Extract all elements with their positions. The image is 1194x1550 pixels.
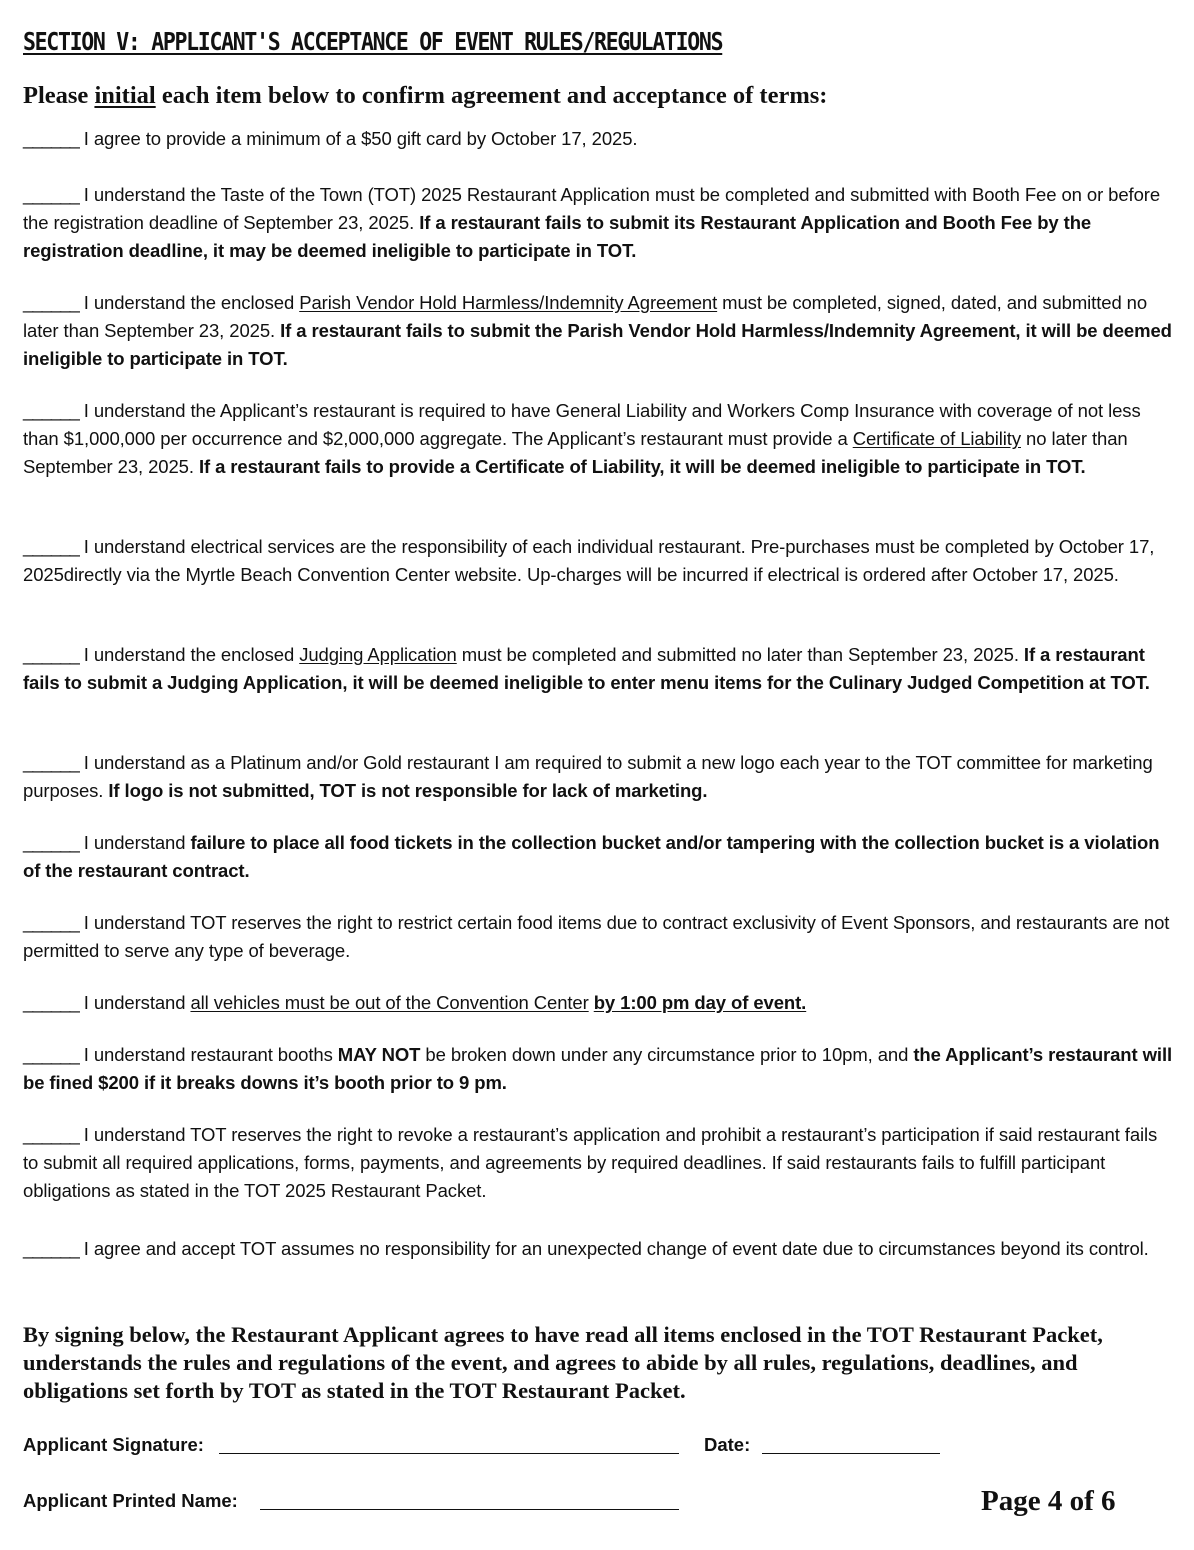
initial-blank[interactable]: ______: [23, 400, 79, 421]
item-bold-text: If a restaurant fails to provide a Certificate of Liability, it will be deemed ineligible to participate in TOT.: [198, 456, 1086, 477]
agreement-item-8: [23, 829, 1175, 885]
printed-name-label: Applicant Printed Name:: [23, 1490, 238, 1511]
initial-blank[interactable]: ______: [23, 536, 79, 557]
initial-blank[interactable]: ______: [23, 752, 79, 773]
item-text: I agree and accept TOT assumes no responsibility for an unexpected change of event date due to circumstances beyond its control.: [78, 1238, 1149, 1259]
initial-blank[interactable]: ______: [23, 912, 79, 933]
item-bold-text: If a restaurant fails to submit the Parish Vendor Hold Harmless/Indemnity Agreement, it will be deemed ineligible to participate in TOT.: [23, 320, 1172, 369]
agreement-item-9: [23, 909, 1175, 965]
instruction-text-underlined: initial: [94, 82, 156, 109]
page-number: Page 4 of 6: [981, 1485, 1116, 1517]
item-text: I understand the Applicant’s restaurant is required to have General Liability and Workers Comp Insurance with coverage of not less than $1,000,000 per occurrence and $2,000,000 aggregate. The Applicant’s restaurant must provide a: [23, 400, 1141, 449]
item-bold-text: failure to place all food tickets in the collection bucket and/or tampering with the collection bucket is a violation of the restaurant contract.: [23, 832, 1160, 881]
closing-statement: By signing below, the Restaurant Applicant agrees to have read all items enclosed in the TOT Restaurant Packet, understands the rules and regulations of the event, and agrees to abide by all rules, regulations, deadlines, and obligations set forth by TOT as stated in the TOT Restaurant Packet.: [23, 1322, 1103, 1403]
agreement-item-4: [23, 397, 1175, 481]
item-bold-text: If a restaurant fails to submit a Judging Application, it will be deemed ineligible to enter menu items for the Culinary Judged Competition at TOT.: [23, 644, 1150, 693]
initial-blank[interactable]: ______: [23, 992, 79, 1013]
item-bold-text: If a restaurant fails to submit its Restaurant Application and Booth Fee by the registration deadline, it may be deemed ineligible to participate in TOT.: [23, 212, 1092, 261]
item-bold-text: the Applicant’s restaurant will be fined $200 if it breaks downs it’s booth prior to 9 pm.: [23, 1044, 1173, 1093]
initial-blank[interactable]: ______: [23, 1044, 79, 1065]
item-text: I understand: [78, 832, 191, 853]
item-bold-text: MAY NOT: [337, 1044, 421, 1065]
date-line[interactable]: [762, 1453, 940, 1454]
initial-blank[interactable]: ______: [23, 644, 79, 665]
instruction-text-before: Please: [23, 82, 95, 109]
item-text: I understand as a Platinum and/or Gold restaurant I am required to submit a new logo each year to the TOT committee for marketing purposes.: [23, 752, 1153, 801]
item-text: I understand: [78, 992, 191, 1013]
item-text: I understand the Taste of the Town (TOT) 2025 Restaurant Application must be completed and submitted with Booth Fee on or before the registration deadline of September 23, 2025.: [23, 184, 1161, 233]
agreement-item-5: [23, 533, 1175, 589]
item-text: I understand TOT reserves the right to restrict certain food items due to contract exclusivity of Event Sponsors, and restaurants are not permitted to serve any type of beverage.: [23, 912, 1170, 961]
initial-blank[interactable]: ______: [23, 128, 79, 149]
instruction-text-after: each item below to confirm agreement and acceptance of terms:: [155, 82, 828, 109]
signature-line[interactable]: [219, 1453, 679, 1454]
item-text: I agree to provide a minimum of a $50 gift card by October 17, 2025.: [78, 128, 638, 149]
initial-blank[interactable]: ______: [23, 1238, 79, 1259]
agreement-item-7: [23, 749, 1175, 805]
agreement-item-13: [23, 1235, 1175, 1263]
item-underlined-text: Certificate of Liability: [852, 428, 1021, 449]
agreement-item-12: [23, 1121, 1175, 1205]
agreement-item-6: [23, 641, 1175, 697]
agreement-item-11: [23, 1041, 1175, 1097]
item-text: must be completed, signed, dated, and submitted no later than September 23, 2025.: [23, 292, 1148, 341]
date-label: Date:: [704, 1434, 751, 1455]
item-bold-text: If logo is not submitted, TOT is not responsible for lack of marketing.: [108, 780, 708, 801]
item-bold-underlined-text: by 1:00 pm day of event.: [593, 992, 807, 1013]
item-text: I understand electrical services are the responsibility of each individual restaurant. Pre-purchases must be completed by October 17, 2025directly via the Myrtle Beach Convention Center website. Up-charges will be incurred if electrical is ordered after October 17, 2025.: [23, 536, 1155, 585]
item-text: be broken down under any circumstance prior to 10pm, and: [420, 1044, 914, 1065]
item-text: I understand the enclosed: [78, 292, 300, 313]
item-text: must be completed and submitted no later than September 23, 2025.: [456, 644, 1024, 665]
initial-blank[interactable]: ______: [23, 832, 79, 853]
agreement-item-2: [23, 181, 1175, 265]
printed-name-line[interactable]: [260, 1509, 679, 1510]
initial-blank[interactable]: ______: [23, 184, 79, 205]
item-text: I understand the enclosed: [78, 644, 300, 665]
initial-blank[interactable]: ______: [23, 292, 79, 313]
item-underlined-text: Judging Application: [299, 644, 457, 665]
item-text: I understand TOT reserves the right to revoke a restaurant’s application and prohibit a restaurant’s participation if said restaurant fails to submit all required applications, forms, payments, and agreements by required deadlines. If said restaurants fails to fulfill participant obligations as stated in the TOT 2025 Restaurant Packet.: [23, 1124, 1158, 1201]
item-underlined-text: Parish Vendor Hold Harmless/Indemnity Agreement: [299, 292, 718, 313]
initial-blank[interactable]: ______: [23, 1124, 79, 1145]
agreement-item-10: [23, 989, 1175, 1017]
agreement-item-1: [23, 125, 1175, 153]
agreement-item-3: [23, 289, 1175, 373]
instruction-heading: [23, 82, 827, 110]
item-text: I understand restaurant booths: [78, 1044, 338, 1065]
section-title: SECTION V: APPLICANT'S ACCEPTANCE OF EVENT RULES/REGULATIONS: [23, 27, 723, 56]
signature-label: Applicant Signature:: [23, 1434, 204, 1455]
item-text: no later than September 23, 2025.: [23, 428, 1128, 477]
item-underlined-text: all vehicles must be out of the Convention Center: [190, 992, 589, 1013]
